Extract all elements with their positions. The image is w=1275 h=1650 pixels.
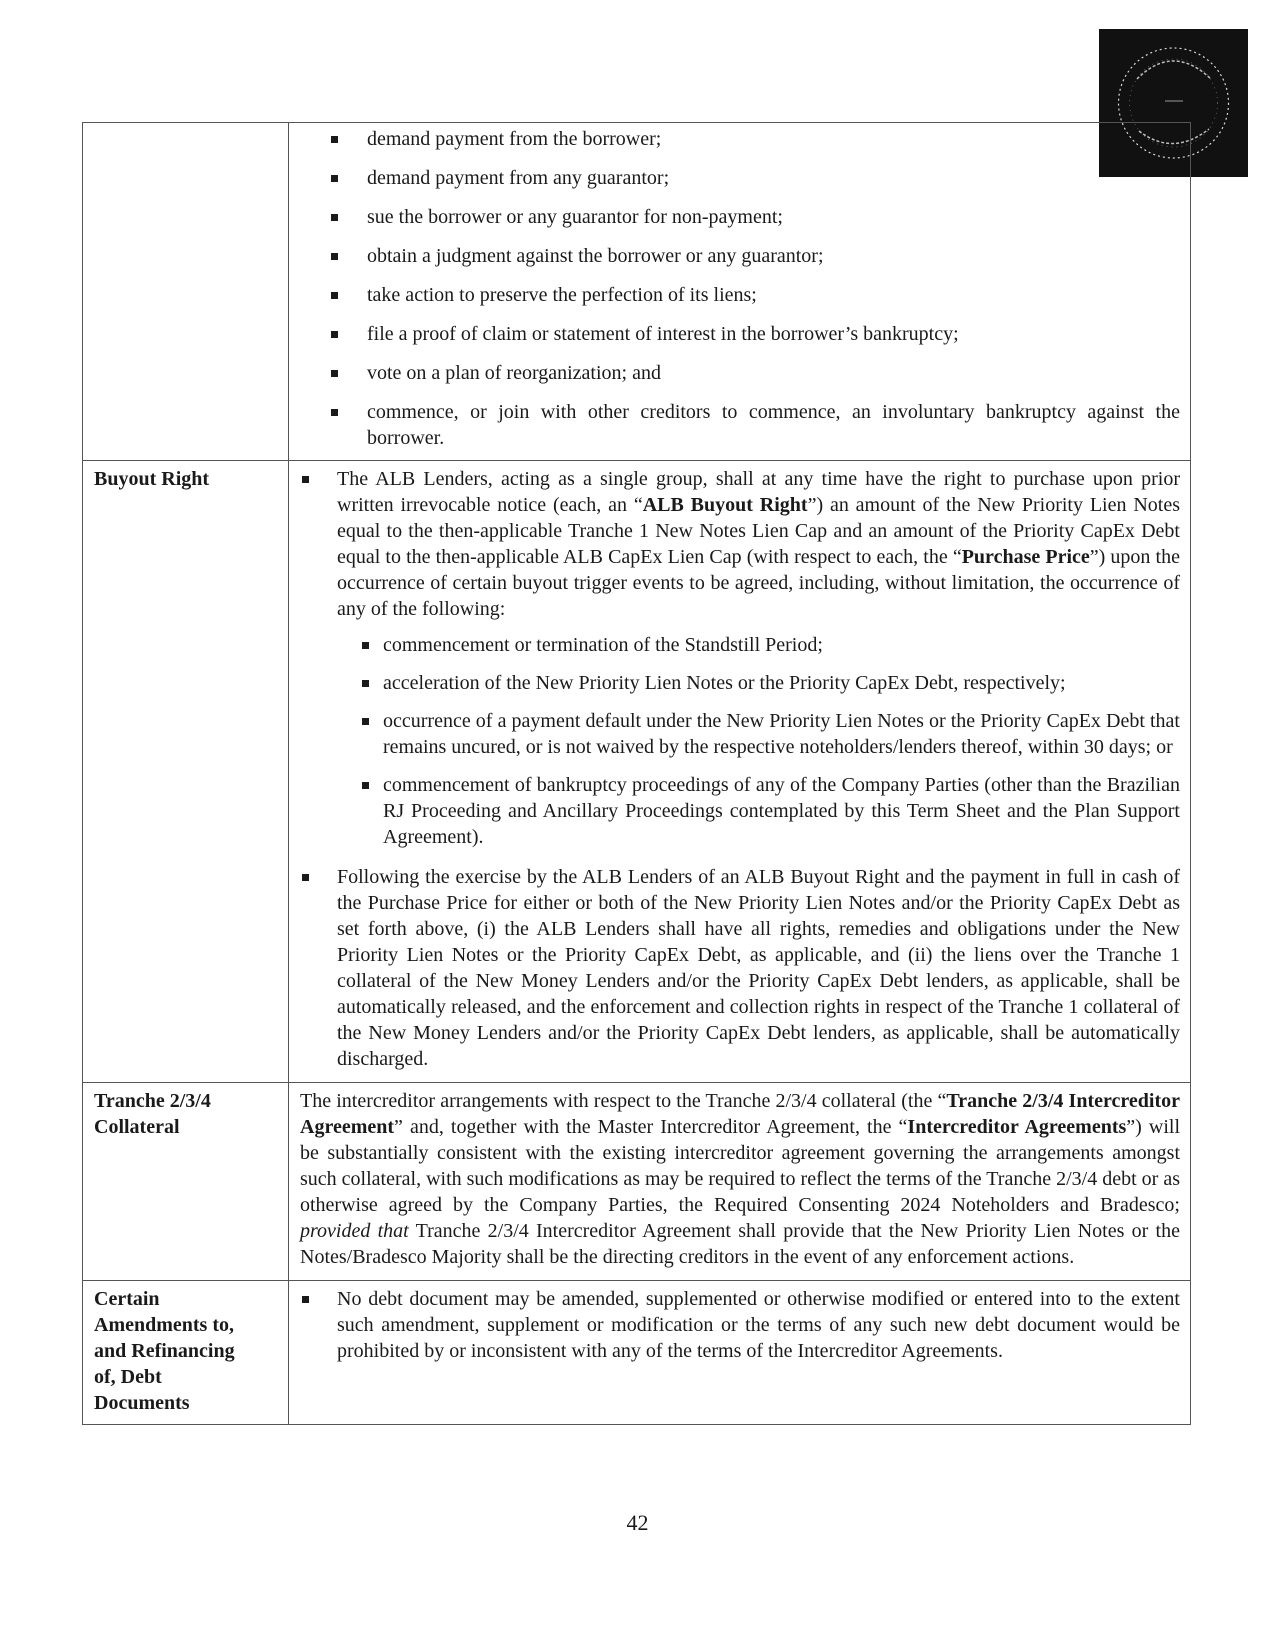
buyout-trigger-list [337, 632, 1180, 850]
list-item: take action to preserve the perfection of its liens; [289, 282, 1190, 308]
list-item: occurrence of a payment default under the New Priority Lien Notes or the Priority CapEx Debt that remains uncured, or is not waived by the respective noteholders/lenders thereof, within 30 days; or [337, 708, 1180, 760]
square-bullet-icon [302, 1296, 309, 1303]
table-row [83, 1281, 1191, 1425]
list-item: sue the borrower or any guarantor for non-payment; [289, 204, 1190, 230]
square-bullet-icon [331, 136, 338, 143]
buyout-list [289, 461, 1190, 1082]
square-bullet-icon [331, 214, 338, 221]
square-bullet-icon [302, 874, 309, 881]
list-item: Following the exercise by the ALB Lenders of an ALB Buyout Right and the payment in full in cash of the Purchase Price for either or both of the New Priority Lien Notes and/or the Priority CapEx Debt as set forth above, (i) the ALB Lenders shall have all rights, remedies and obligations under the New Priority Lien Notes or the Priority CapEx Debt, as applicable, and (ii) the liens over the Tranche 1 collateral of the New Money Lenders and/or the Priority CapEx Debt lenders, as applicable, shall be automatically released, and the enforcement and collection rights in respect of the Tranche 1 collateral of the New Money Lenders and/or the Priority CapEx Debt lenders, as applicable, shall be automatically discharged. [289, 854, 1190, 1082]
row-content-cell [289, 1281, 1191, 1425]
list-item: commencement or termination of the Standstill Period; [337, 632, 1180, 658]
table-row [83, 1083, 1191, 1281]
list-item: No debt document may be amended, supplemented or otherwise modified or entered into to the extent such amendment, supplement or modification or the terms of any such new debt document would be prohibited by or inconsistent with any of the terms of the Intercreditor Agreements. [289, 1281, 1190, 1400]
table-row [83, 461, 1191, 1083]
list-item: file a proof of claim or statement of interest in the borrower’s bankruptcy; [289, 321, 1190, 347]
list-item: commence, or join with other creditors to commence, an involuntary bankruptcy against the borrower. [289, 399, 1190, 451]
tranche-paragraph: The intercreditor arrangements with respect to the Tranche 2/3/4 collateral (the “Tranche 2/3/4 Intercreditor Agreement” and, together with the Master Intercreditor Agreement, the “Intercreditor Agreements”) will be substantially consistent with the existing intercreditor agreement governing the arrangements amongst such collateral, with such modifications as may be required to reflect the terms of the Tranche 2/3/4 debt or as otherwise agreed by the Company Parties, the Required Consenting 2024 Noteholders and Bradesco; provided that Tranche 2/3/4 Intercreditor Agreement shall provide that the New Priority Lien Notes or the Notes/Bradesco Majority shall be the directing creditors in the event of any enforcement actions. [300, 1090, 1180, 1268]
row-label: Certain Amendments to, and Refinancing of, Debt Documents [94, 1288, 235, 1414]
list-item: vote on a plan of reorganization; and [289, 360, 1190, 386]
square-bullet-icon [362, 718, 369, 725]
square-bullet-icon [331, 331, 338, 338]
list-item: The ALB Lenders, acting as a single group, shall at any time have the right to purchase upon prior written irrevocable notice (each, an “ALB Buyout Right”) an amount of the New Priority Lien Notes equal to the then-applicable Tranche 1 New Notes Lien Cap and an amount of the Priority CapEx Debt equal to the then-applicable ALB CapEx Lien Cap (with respect to each, the “Purchase Price”) upon the occurrence of certain buyout trigger events to be agreed, including, without limitation, the occurrence of any of the following: commencement or termination of the Standstill Period; acceleration of the New Priority Lien Notes or the Priority CapEx Debt, respectively; occurrence of a payment default under the New Priority Lien Notes or the Priority CapEx Debt that remains uncured, or is not waived by the respective noteholders/lenders thereof, within 30 days; or commencement of bankruptcy proceedings of any of the Company Parties (other than the Brazilian RJ Proceeding and Ancillary Proceedings contemplated by this Term Sheet and the Plan Support Agreement). [289, 461, 1190, 854]
list-item: demand payment from any guarantor; [289, 165, 1190, 191]
list-item: obtain a judgment against the borrower or any guarantor; [289, 243, 1190, 269]
square-bullet-icon [362, 782, 369, 789]
amendments-list [289, 1281, 1190, 1400]
row-label-cell [83, 1083, 289, 1281]
square-bullet-icon [331, 370, 338, 377]
square-bullet-icon [331, 409, 338, 416]
square-bullet-icon [302, 476, 309, 483]
row-label: Buyout Right [94, 468, 210, 490]
term-sheet-table [82, 122, 1191, 1425]
remedies-list [289, 123, 1190, 460]
row-content-cell [289, 1083, 1191, 1281]
row-label-cell [83, 123, 289, 461]
square-bullet-icon [331, 175, 338, 182]
list-item: commencement of bankruptcy proceedings of any of the Company Parties (other than the Brazilian RJ Proceeding and Ancillary Proceedings contemplated by this Term Sheet and the Plan Support Agreement). [337, 772, 1180, 850]
row-label [83, 123, 288, 136]
row-content-cell [289, 461, 1191, 1083]
square-bullet-icon [362, 642, 369, 649]
square-bullet-icon [362, 680, 369, 687]
page-number: 42 [626, 1510, 649, 1535]
row-label-cell [83, 461, 289, 1083]
square-bullet-icon [331, 253, 338, 260]
row-content-cell [289, 123, 1191, 461]
row-label: Tranche 2/3/4 Collateral [94, 1090, 211, 1138]
list-item: acceleration of the New Priority Lien Notes or the Priority CapEx Debt, respectively; [337, 670, 1180, 696]
square-bullet-icon [331, 292, 338, 299]
row-label-cell [83, 1281, 289, 1425]
list-item: demand payment from the borrower; [289, 126, 1190, 152]
table-row [83, 123, 1191, 461]
